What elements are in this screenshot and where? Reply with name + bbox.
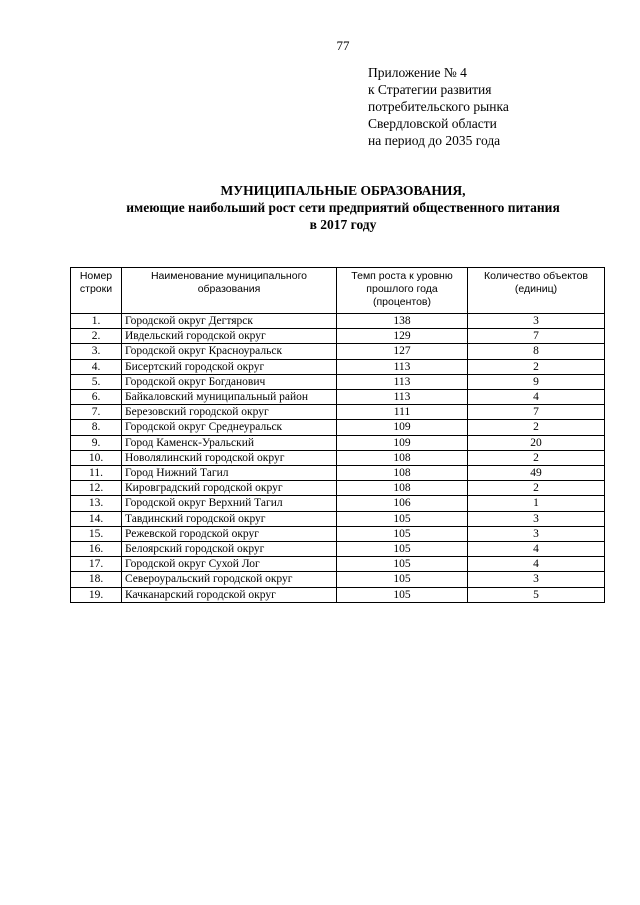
row-rate: 108 xyxy=(337,466,468,481)
row-num: 18. xyxy=(71,572,122,587)
row-rate: 113 xyxy=(337,359,468,374)
row-name: Город Нижний Тагил xyxy=(122,466,337,481)
row-num: 15. xyxy=(71,526,122,541)
table-row xyxy=(71,405,605,420)
row-rate: 109 xyxy=(337,420,468,435)
row-rate: 105 xyxy=(337,557,468,572)
row-count: 49 xyxy=(468,466,605,481)
table-row xyxy=(71,450,605,465)
table-row xyxy=(71,526,605,541)
row-count: 8 xyxy=(468,344,605,359)
row-name: Городской округ Среднеуральск xyxy=(122,420,337,435)
header-name: Наименование муниципального образования xyxy=(122,268,337,314)
header-num: Номер строки xyxy=(71,268,122,314)
table-row xyxy=(71,344,605,359)
row-num: 12. xyxy=(71,481,122,496)
row-name: Городской округ Богданович xyxy=(122,374,337,389)
row-rate: 138 xyxy=(337,314,468,329)
row-count: 4 xyxy=(468,542,605,557)
header-count: Количество объектов (единиц) xyxy=(468,268,605,314)
row-name: Новолялинский городской округ xyxy=(122,450,337,465)
header-rate: Темп роста к уровню прошлого года (процентов) xyxy=(337,268,468,314)
row-num: 19. xyxy=(71,587,122,602)
appendix-line: потребительского рынка xyxy=(368,99,509,114)
table-row xyxy=(71,496,605,511)
row-num: 10. xyxy=(71,450,122,465)
row-name: Кировградский городской округ xyxy=(122,481,337,496)
row-name: Ивдельский городской округ xyxy=(122,329,337,344)
document-title xyxy=(0,182,640,233)
row-name: Городской округ Верхний Тагил xyxy=(122,496,337,511)
row-rate: 111 xyxy=(337,405,468,420)
municipalities-table xyxy=(70,267,605,603)
row-count: 2 xyxy=(468,481,605,496)
row-num: 13. xyxy=(71,496,122,511)
appendix-note xyxy=(368,64,509,149)
row-name: Город Каменск-Уральский xyxy=(122,435,337,450)
row-count: 3 xyxy=(468,526,605,541)
row-count: 2 xyxy=(468,420,605,435)
row-num: 2. xyxy=(71,329,122,344)
row-rate: 105 xyxy=(337,542,468,557)
row-rate: 105 xyxy=(337,526,468,541)
row-num: 7. xyxy=(71,405,122,420)
table-row xyxy=(71,587,605,602)
row-name: Городской округ Дегтярск xyxy=(122,314,337,329)
row-name: Городской округ Красноуральск xyxy=(122,344,337,359)
appendix-line: на период до 2035 года xyxy=(368,133,501,148)
row-count: 1 xyxy=(468,496,605,511)
row-rate: 108 xyxy=(337,450,468,465)
row-num: 3. xyxy=(71,344,122,359)
appendix-line: Приложение № 4 xyxy=(368,65,467,80)
row-count: 7 xyxy=(468,405,605,420)
row-count: 3 xyxy=(468,511,605,526)
table-row xyxy=(71,557,605,572)
table-row xyxy=(71,481,605,496)
table-row xyxy=(71,314,605,329)
row-rate: 113 xyxy=(337,374,468,389)
page-number: 77 xyxy=(336,38,350,53)
table-row xyxy=(71,359,605,374)
table-row xyxy=(71,435,605,450)
row-name: Тавдинский городской округ xyxy=(122,511,337,526)
row-num: 16. xyxy=(71,542,122,557)
row-name: Городской округ Сухой Лог xyxy=(122,557,337,572)
row-name: Североуральский городской округ xyxy=(122,572,337,587)
title-line-2: имеющие наибольший рост сети предприятий общественного питания xyxy=(126,200,560,215)
table-row xyxy=(71,374,605,389)
row-count: 2 xyxy=(468,359,605,374)
row-rate: 109 xyxy=(337,435,468,450)
table-row xyxy=(71,420,605,435)
row-num: 9. xyxy=(71,435,122,450)
row-num: 5. xyxy=(71,374,122,389)
row-rate: 105 xyxy=(337,572,468,587)
row-rate: 105 xyxy=(337,587,468,602)
row-num: 4. xyxy=(71,359,122,374)
row-count: 9 xyxy=(468,374,605,389)
table-row xyxy=(71,466,605,481)
row-count: 4 xyxy=(468,390,605,405)
appendix-line: к Стратегии развития xyxy=(368,82,492,97)
row-rate: 113 xyxy=(337,390,468,405)
row-name: Бисертский городской округ xyxy=(122,359,337,374)
row-num: 11. xyxy=(71,466,122,481)
row-count: 7 xyxy=(468,329,605,344)
row-num: 6. xyxy=(71,390,122,405)
row-rate: 129 xyxy=(337,329,468,344)
row-count: 2 xyxy=(468,450,605,465)
row-name: Белоярский городской округ xyxy=(122,542,337,557)
row-name: Березовский городской округ xyxy=(122,405,337,420)
row-num: 14. xyxy=(71,511,122,526)
row-rate: 108 xyxy=(337,481,468,496)
row-rate: 106 xyxy=(337,496,468,511)
row-count: 5 xyxy=(468,587,605,602)
row-name: Режевской городской округ xyxy=(122,526,337,541)
row-num: 1. xyxy=(71,314,122,329)
row-count: 4 xyxy=(468,557,605,572)
table-row xyxy=(71,572,605,587)
table-row xyxy=(71,329,605,344)
row-rate: 127 xyxy=(337,344,468,359)
appendix-line: Свердловской области xyxy=(368,116,497,131)
title-line-1: МУНИЦИПАЛЬНЫЕ ОБРАЗОВАНИЯ, xyxy=(220,183,466,198)
row-count: 3 xyxy=(468,314,605,329)
table-row xyxy=(71,390,605,405)
table-row xyxy=(71,542,605,557)
title-line-3: в 2017 году xyxy=(309,217,377,232)
row-name: Качканарский городской округ xyxy=(122,587,337,602)
row-rate: 105 xyxy=(337,511,468,526)
row-num: 8. xyxy=(71,420,122,435)
row-count: 20 xyxy=(468,435,605,450)
row-name: Байкаловский муниципальный район xyxy=(122,390,337,405)
table-header-row xyxy=(71,268,605,314)
row-count: 3 xyxy=(468,572,605,587)
row-num: 17. xyxy=(71,557,122,572)
table-row xyxy=(71,511,605,526)
